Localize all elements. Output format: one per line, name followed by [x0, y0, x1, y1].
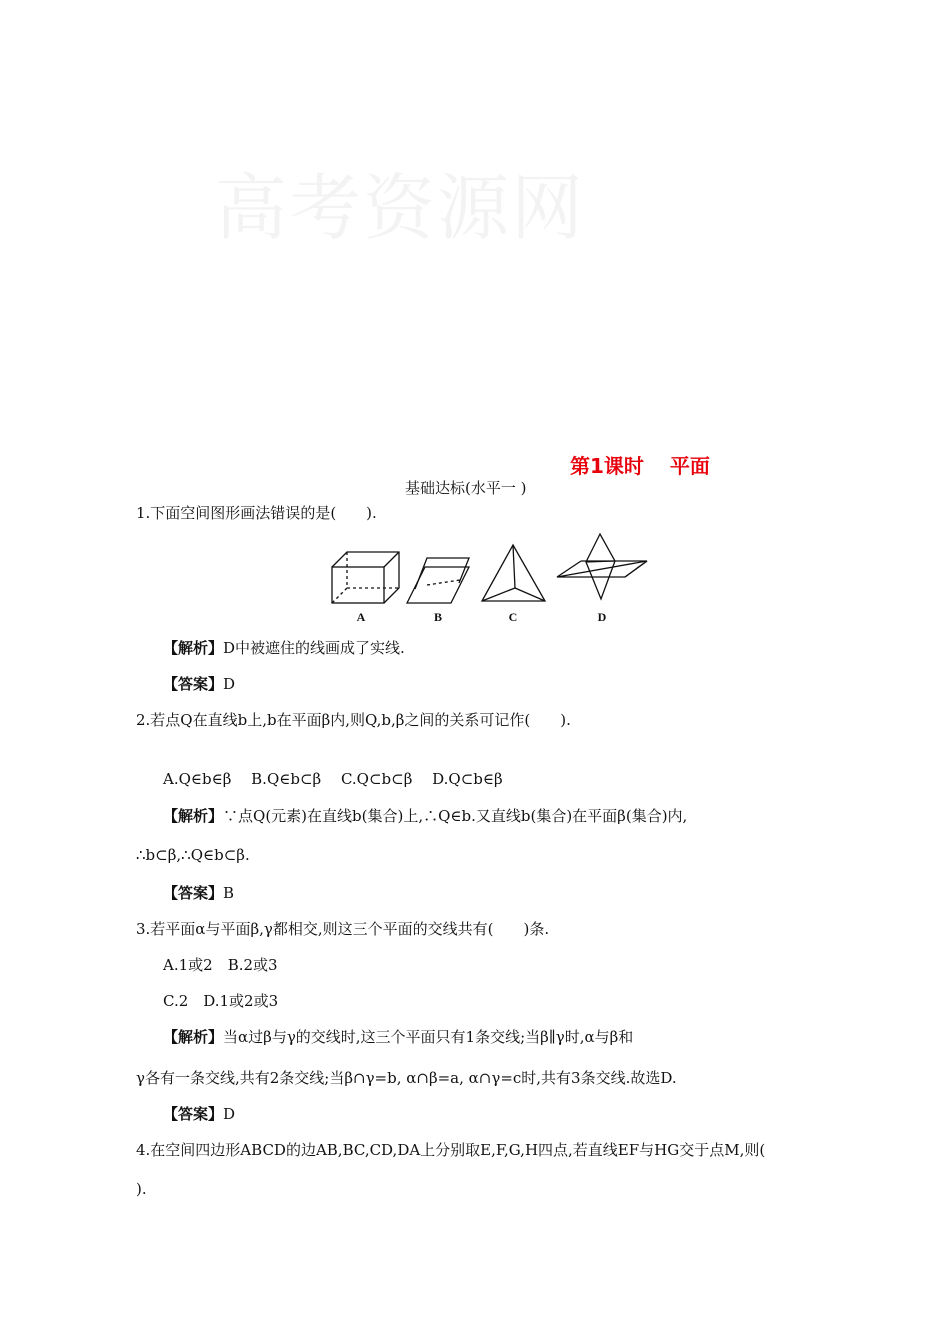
figure-label-b: B	[433, 610, 443, 624]
question-3-answer	[163, 1103, 235, 1124]
answer-text: D	[223, 1105, 236, 1123]
answer-text: B	[223, 884, 235, 902]
figure-c-tetrahedron	[482, 545, 545, 601]
figure-b-planes	[407, 558, 469, 603]
lesson-title	[570, 450, 710, 479]
analysis-label: 【解析】	[163, 807, 224, 825]
question-3-analysis	[163, 1026, 633, 1047]
answer-label: 【答案】	[163, 1105, 224, 1123]
question-1-figures	[325, 525, 655, 627]
analysis-label: 【解析】	[163, 639, 224, 657]
question-1-stem: 1.下面空间图形画法错误的是( ).	[136, 504, 377, 522]
question-3-stem: 3.若平面α与平面β,γ都相交,则这三个平面的交线共有( )条.	[136, 920, 550, 938]
figure-label-c: C	[508, 610, 518, 624]
analysis-text: 当α过β与γ的交线时,这三个平面只有1条交线;当β∥γ时,α与β和	[223, 1028, 634, 1046]
analysis-text: ∵点Q(元素)在直线b(集合)上,∴Q∈b.又直线b(集合)在平面β(集合)内,	[223, 807, 688, 825]
question-3-analysis-cont: γ各有一条交线,共有2条交线;当β∩γ=b, α∩β=a, α∩γ=c时,共有3条交线.故选D.	[136, 1069, 677, 1087]
section-subtitle: 基础达标(水平一 )	[405, 479, 527, 497]
question-2-options: A.Q∈b∈β B.Q∈b⊂β C.Q⊂b⊂β D.Q⊂b∈β	[163, 770, 503, 788]
question-1-answer	[163, 673, 235, 694]
analysis-text: D中被遮住的线画成了实线.	[223, 639, 405, 657]
question-1-analysis	[163, 637, 405, 658]
question-2-analysis	[163, 805, 687, 826]
analysis-label: 【解析】	[163, 1028, 224, 1046]
lesson-number: 第1课时	[570, 454, 644, 478]
figure-d-intersecting-planes	[557, 534, 647, 599]
question-4-stem: 4.在空间四边形ABCD的边AB,BC,CD,DA上分别取E,F,G,H四点,若直线EF与HG交于点M,则(	[136, 1141, 766, 1159]
answer-text: D	[223, 675, 236, 693]
figure-label-d: D	[597, 610, 607, 624]
question-2-analysis-cont: ∴b⊂β,∴Q∈b⊂β.	[136, 846, 250, 864]
question-2-answer	[163, 882, 234, 903]
question-2-stem: 2.若点Q在直线b上,b在平面β内,则Q,b,β之间的关系可记作( ).	[136, 711, 571, 729]
figure-a-cuboid	[332, 552, 399, 603]
lesson-topic: 平面	[669, 454, 710, 478]
question-3-options-1: A.1或2 B.2或3	[163, 956, 278, 974]
answer-label: 【答案】	[163, 884, 224, 902]
question-3-options-2: C.2 D.1或2或3	[163, 992, 279, 1010]
answer-label: 【答案】	[163, 675, 224, 693]
watermark: 高考资源网	[215, 166, 586, 250]
question-4-stem-cont: ).	[136, 1180, 147, 1198]
figure-label-a: A	[356, 610, 366, 624]
